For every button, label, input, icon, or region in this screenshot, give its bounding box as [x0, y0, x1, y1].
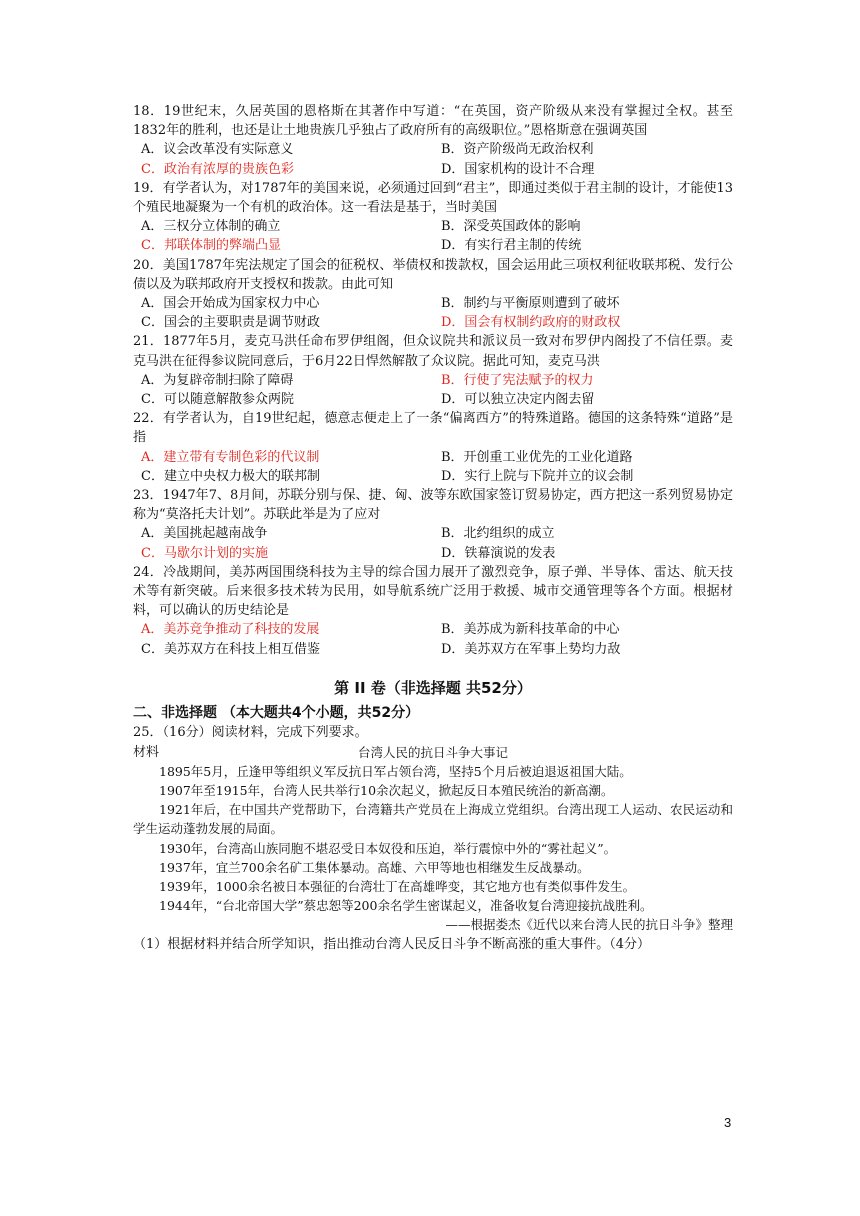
option: B．北约组织的成立 — [441, 526, 555, 542]
material-event-line: 1937年，宜兰700余名矿工集体暴动。高雄、六甲等地也相继发生反战暴动。 — [159, 859, 590, 875]
option: B．美苏成为新科技革命的中心 — [441, 622, 620, 638]
option: B．开创重工业优先的工业化道路 — [441, 449, 633, 465]
option: A．国会开始成为国家权力中心 — [141, 296, 320, 312]
answer-option: D．国会有权制约政府的财政权 — [441, 315, 621, 331]
question-stem: 19．有学者认为，对1787年的美国来说，必须通过回到“君主”，即通过类似于君主制的设计，才能使13个殖民地凝聚为一个有机的政治体。这一看法是基于，当时美国 — [133, 180, 733, 216]
option-grid — [133, 294, 733, 332]
material-event-line: 1921年后，在中国共产党帮助下，台湾籍共产党员在上海成立党组织。台湾出现工人运动、农民运动和学生运动蓬勃发展的局面。 — [133, 802, 733, 837]
answer-option: A．建立带有专制色彩的代议制 — [141, 449, 320, 465]
question — [133, 409, 733, 486]
option: D．铁幕演说的发表 — [441, 545, 556, 561]
question-stem: 20．美国1787年宪法规定了国会的征税权、举债权和拨款权，国会运用此三项权利征收联邦税、发行公债以及为联邦政府开支授权和拨款。由此可知 — [133, 257, 733, 292]
option: D．有实行君主制的传统 — [441, 238, 582, 254]
material-event-line: 1944年，“台北帝国大学”蔡忠恕等200余名学生密谋起义，准备收复台湾迎接抗战胜利。 — [159, 898, 653, 914]
page-number: 3 — [724, 1115, 732, 1130]
answer-option: B．行使了宪法赋予的权力 — [441, 372, 594, 388]
question-stem: 23．1947年7、8月间，苏联分别与保、捷、匈、波等东欧国家签订贸易协定，西方把这一系列贸易协定称为“莫洛托夫计划”。苏联此举是为了应对 — [133, 488, 733, 523]
question-25 — [133, 723, 733, 953]
question — [133, 486, 733, 563]
question — [133, 563, 733, 659]
q25-intro: 25．（16分）阅读材料，完成下列要求。 — [133, 725, 368, 741]
option: B．资产阶级尚无政治权利 — [441, 142, 594, 158]
option: C．国会的主要职责是调节财政 — [141, 315, 320, 331]
material-source: ——根据娄杰《近代以来台湾人民的抗日斗争》整理 — [445, 917, 733, 933]
material-event-line: 1939年，1000余名被日本强征的台湾壮丁在高雄哗变，其它地方也有类似事件发生。 — [159, 878, 636, 894]
option-grid — [133, 217, 733, 255]
option: A．议会改革没有实际意义 — [141, 142, 294, 158]
question-stem: 24．冷战期间，美苏两国围绕科技为主导的综合国力展开了激烈竞争，原子弹、半导体、雷达、航天技术等有新突破。后来很多技术转为民用，如导航系统广泛用于救援、城市交通管理等各个方面。根据材料，可以确认的历史结论是 — [133, 564, 733, 619]
material-events — [133, 762, 733, 916]
q25-sub1: （1）根据材料并结合所学知识，指出推动台湾人民反日斗争不断高涨的重大事件。（4分） — [133, 936, 651, 952]
option: D．美苏双方在军事上势均力敌 — [441, 641, 621, 657]
option: D．实行上院与下院并立的议会制 — [441, 468, 634, 484]
question-stem: 18．19世纪末，久居英国的恩格斯在其著作中写道：“在英国，资产阶级从来没有掌握过全权。甚至1832年的胜利，也还是让土地贵族几乎独占了政府所有的高级职位。”恩格斯意在强调英国 — [133, 104, 733, 139]
question — [133, 256, 733, 333]
option: A．美国挑起越南战争 — [141, 526, 268, 542]
option-grid — [133, 620, 733, 658]
material-header — [133, 743, 733, 762]
option: C．可以随意解散参众两院 — [141, 392, 294, 408]
option: A．为复辟帝制扫除了障碍 — [141, 372, 294, 388]
question-stem: 21．1877年5月，麦克马洪任命布罗伊组阁，但众议院共和派议员一致对布罗伊内阁投了不信任票。麦克马洪在征得参议院同意后，于6月22日悍然解散了众议院。据此可知，麦克马洪 — [133, 334, 733, 369]
option: C．建立中央权力极大的联邦制 — [141, 468, 320, 484]
option-grid — [133, 371, 733, 409]
material-label: 材料 — [133, 744, 160, 760]
answer-option: C．马歇尔计划的实施 — [141, 545, 268, 561]
question-stem: 22．有学者认为，自19世纪起，德意志便走上了一条“偏离西方”的特殊道路。德国的这条特殊“道路”是指 — [133, 411, 733, 446]
option: B．深受英国政体的影响 — [441, 219, 581, 235]
material-title: 台湾人民的抗日斗争大事记 — [357, 744, 508, 760]
option-grid — [133, 524, 733, 562]
material-event-line: 1907年至1915年，台湾人民共举行10余次起义，掀起反日本殖民统治的新高潮。 — [159, 782, 614, 798]
multiple-choice-section — [133, 102, 733, 659]
option: B．制约与平衡原则遭到了破坏 — [441, 296, 620, 312]
option-grid — [133, 448, 733, 486]
answer-option: C．政治有浓厚的贵族色彩 — [141, 161, 294, 177]
option: A．三权分立体制的确立 — [141, 219, 281, 235]
part-two-title: 第 II 卷（非选择题 共52分） — [334, 678, 532, 697]
answer-option: C．邦联体制的弊端凸显 — [141, 238, 281, 254]
question — [133, 102, 733, 179]
option: C．美苏双方在科技上相互借鉴 — [141, 641, 320, 657]
option: D．国家机构的设计不合理 — [441, 161, 595, 177]
question — [133, 332, 733, 409]
section-two-title: 二、非选择题 （本大题共4个小题，共52分） — [133, 705, 420, 722]
option: D．可以独立决定内阁去留 — [441, 392, 595, 408]
answer-option: A．美苏竞争推动了科技的发展 — [141, 622, 320, 638]
material-event-line: 1930年，台湾高山族同胞不堪忍受日本奴役和压迫，举行震惊中外的“雾社起义”。 — [159, 840, 617, 856]
page-content — [133, 102, 733, 954]
question — [133, 179, 733, 256]
option-grid — [133, 140, 733, 178]
material-event-line: 1895年5月，丘逢甲等组织义军反抗日军占领台湾，坚持5个月后被迫退返祖国大陆。 — [159, 763, 632, 779]
